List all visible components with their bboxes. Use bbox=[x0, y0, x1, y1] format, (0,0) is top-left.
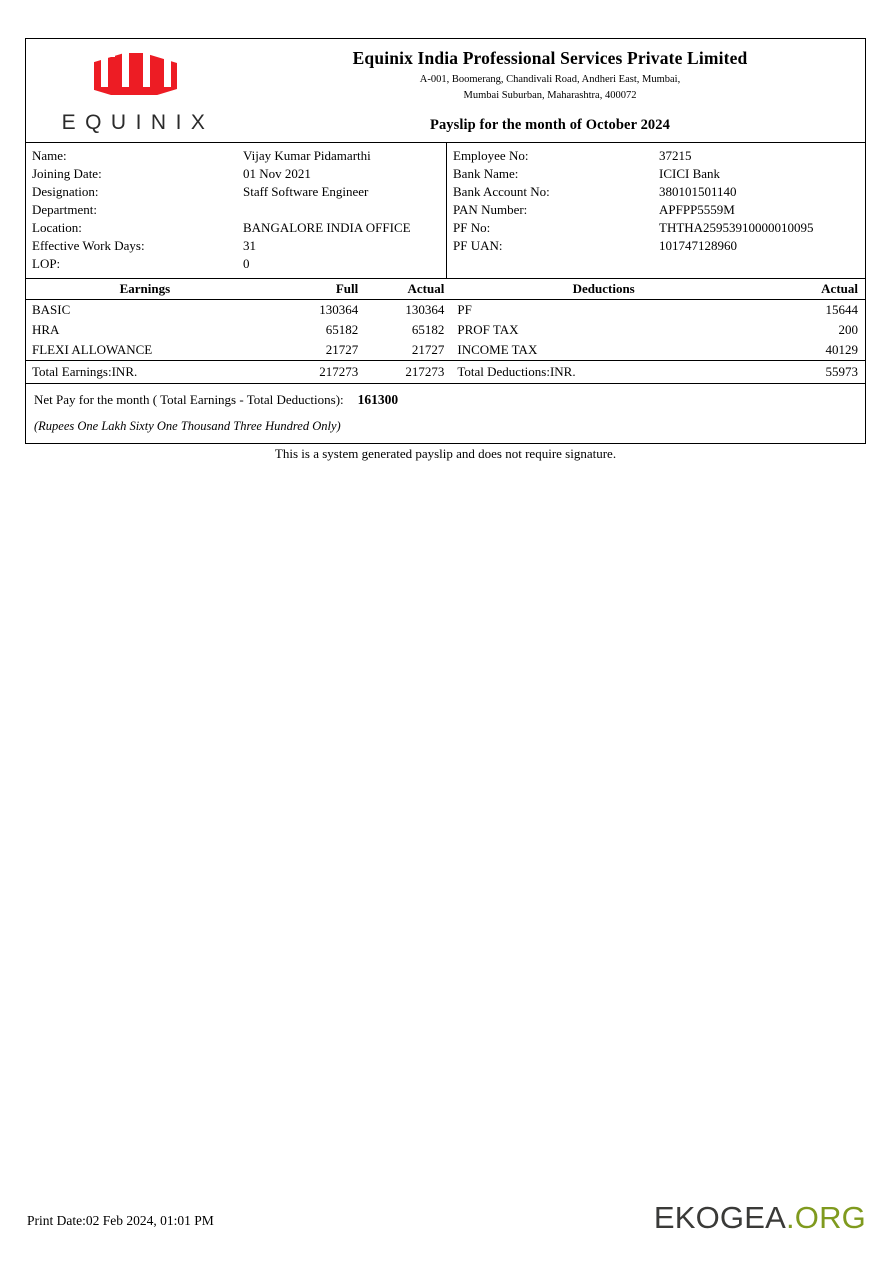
deduction-label: INCOME TAX bbox=[457, 341, 538, 357]
ekogea-watermark bbox=[654, 1202, 866, 1233]
detail-label: Name: bbox=[32, 147, 67, 163]
net-pay-label: Net Pay for the month ( Total Earnings - Total Deductions): bbox=[34, 391, 344, 407]
detail-value: Vijay Kumar Pidamarthi bbox=[243, 147, 371, 163]
earning-actual: 21727 bbox=[411, 341, 445, 357]
earning-full: 65182 bbox=[325, 321, 359, 337]
detail-row-pf-no bbox=[447, 219, 865, 237]
net-pay-line bbox=[34, 390, 865, 410]
detail-label: PF No: bbox=[453, 219, 491, 235]
table-row bbox=[26, 299, 865, 320]
total-deductions-actual: 55973 bbox=[756, 360, 865, 383]
detail-value: 37215 bbox=[659, 147, 692, 163]
company-address-line-1: A-001, Boomerang, Chandivali Road, Andheri East, Mumbai, bbox=[419, 73, 681, 85]
total-deductions-label: Total Deductions:INR. bbox=[451, 360, 756, 383]
detail-row-pf-uan bbox=[447, 237, 865, 255]
detail-value bbox=[243, 201, 446, 219]
earning-label: BASIC bbox=[32, 301, 71, 317]
detail-value: APFPP5559M bbox=[659, 201, 735, 217]
earning-actual: 65182 bbox=[411, 321, 445, 337]
table-row bbox=[26, 340, 865, 361]
payslip-document bbox=[25, 38, 866, 444]
document-header bbox=[26, 39, 865, 143]
net-pay-amount: 161300 bbox=[357, 391, 399, 407]
print-date: Print Date:02 Feb 2024, 01:01 PM bbox=[27, 1213, 214, 1228]
column-header-earnings: Earnings bbox=[26, 279, 264, 300]
column-header-deductions-actual: Actual bbox=[756, 279, 865, 300]
earning-actual: 130364 bbox=[405, 301, 445, 317]
total-earnings-label: Total Earnings:INR. bbox=[26, 360, 264, 383]
earning-label: FLEXI ALLOWANCE bbox=[32, 341, 153, 357]
detail-row-joining-date bbox=[26, 165, 446, 183]
total-earnings-full: 217273 bbox=[264, 360, 365, 383]
deduction-label: PROF TAX bbox=[457, 321, 519, 337]
table-totals-row bbox=[26, 360, 865, 383]
detail-value: 0 bbox=[243, 255, 250, 271]
equinix-wordmark: EQUINIX bbox=[61, 111, 215, 135]
earning-full: 130364 bbox=[319, 301, 359, 317]
table-header-row bbox=[26, 279, 865, 300]
detail-label: Employee No: bbox=[453, 147, 529, 163]
detail-row-lop bbox=[26, 255, 446, 273]
detail-row-pan-number bbox=[447, 201, 865, 219]
table-row bbox=[26, 320, 865, 340]
total-earnings-actual: 217273 bbox=[365, 360, 451, 383]
company-address-line-2: Mumbai Suburban, Maharashtra, 400072 bbox=[463, 90, 637, 102]
detail-row-name bbox=[26, 147, 446, 165]
earning-full: 21727 bbox=[325, 341, 359, 357]
detail-value: 01 Nov 2021 bbox=[243, 165, 311, 181]
column-header-deductions: Deductions bbox=[451, 279, 756, 300]
detail-label: Designation: bbox=[32, 183, 99, 199]
earning-label: HRA bbox=[32, 321, 60, 337]
column-header-actual: Actual bbox=[365, 279, 451, 300]
detail-label: LOP: bbox=[32, 255, 61, 271]
detail-row-effective-work-days bbox=[26, 237, 446, 255]
payslip-period-title: Payslip for the month of October 2024 bbox=[430, 116, 670, 133]
detail-value: 380101501140 bbox=[659, 183, 737, 199]
header-title-block bbox=[241, 39, 865, 142]
watermark-suffix: .ORG bbox=[785, 1200, 866, 1235]
detail-row-spacer bbox=[447, 255, 865, 273]
net-pay-amount-in-words: (Rupees One Lakh Sixty One Thousand Three Hundred Only) bbox=[34, 418, 341, 433]
detail-label: Location: bbox=[32, 219, 82, 235]
detail-value: ICICI Bank bbox=[659, 165, 721, 181]
detail-value: 31 bbox=[243, 237, 256, 253]
detail-label: Effective Work Days: bbox=[32, 237, 145, 253]
detail-row-bank-account-no bbox=[447, 183, 865, 201]
deduction-label: PF bbox=[457, 301, 472, 317]
detail-value: Staff Software Engineer bbox=[243, 183, 369, 199]
detail-label: PAN Number: bbox=[453, 201, 528, 217]
detail-label: Joining Date: bbox=[32, 165, 102, 181]
deduction-actual: 200 bbox=[838, 321, 858, 337]
column-header-full: Full bbox=[264, 279, 365, 300]
detail-row-employee-no bbox=[447, 147, 865, 165]
detail-value: THTHA25953910000010095 bbox=[659, 219, 814, 235]
detail-row-department bbox=[26, 201, 446, 219]
company-logo bbox=[26, 39, 241, 142]
net-pay-section bbox=[26, 383, 865, 443]
detail-value: 101747128960 bbox=[659, 237, 737, 253]
employee-details-left-column bbox=[26, 143, 447, 278]
company-name: Equinix India Professional Services Private Limited bbox=[352, 48, 748, 68]
detail-value: BANGALORE INDIA OFFICE bbox=[243, 219, 411, 235]
employee-details-section bbox=[26, 143, 865, 279]
watermark-primary: EKOGEA bbox=[653, 1200, 786, 1235]
deduction-actual: 15644 bbox=[825, 301, 858, 317]
deduction-actual: 40129 bbox=[825, 341, 858, 357]
detail-label: PF UAN: bbox=[453, 237, 503, 253]
earnings-deductions-table bbox=[26, 279, 865, 383]
detail-row-location bbox=[26, 219, 446, 237]
detail-row-designation bbox=[26, 183, 446, 201]
detail-label: Bank Account No: bbox=[453, 183, 550, 199]
system-generated-note: This is a system generated payslip and does not require signature. bbox=[274, 446, 617, 461]
detail-row-bank-name bbox=[447, 165, 865, 183]
equinix-hexagon-icon bbox=[88, 49, 180, 103]
detail-label: Bank Name: bbox=[453, 165, 519, 181]
employee-details-right-column bbox=[447, 143, 865, 278]
detail-label: Department: bbox=[32, 201, 97, 217]
